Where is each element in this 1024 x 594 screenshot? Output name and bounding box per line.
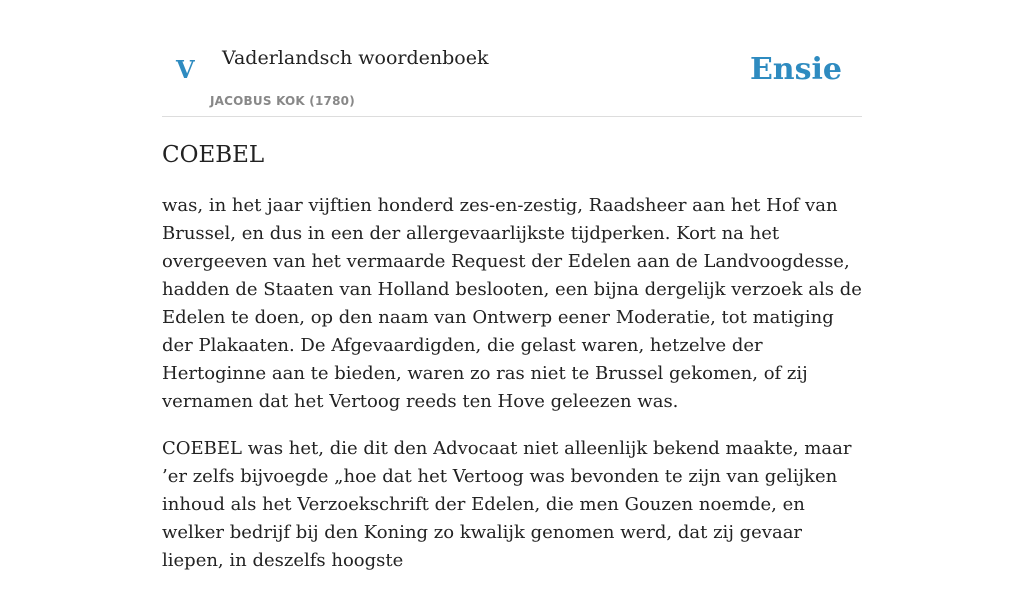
dictionary-header [162,0,862,117]
dictionary-author: JACOBUS KOK (1780) [210,94,355,108]
entry-paragraph: was, in het jaar vijftien honderd zes-en-zestig, Raadsheer aan het Hof van Brussel, en dus in een der allergevaarlijkste tijdperken. Kort na het overgeeven van het vermaarde Request der Edelen aan de Landvoogdesse, hadden de Staaten van Holland beslooten, een bijna dergelijk verzoek als de Edelen te doen, op den naam van Ontwerp eener Moderatie, tot matiging der Plakaaten. De Afgevaardigden, die gelast waren, hetzelve der Hertoginne aan te bieden, waren zo ras niet te Brussel gekomen, of zij vernamen dat het Vertoog reeds ten Hove geleezen was. [162,195,862,412]
ensie-logo[interactable]: Ensie [749,52,842,87]
entry-title: COEBEL [162,142,265,168]
entry-body [162,192,862,594]
letter-index[interactable]: V [176,55,195,84]
entry-paragraph: COEBEL was het, die dit den Advocaat niet alleenlijk bekend maakte, maar ’er zelfs bijvoegde „hoe dat het Vertoog was bevonden te zijn van gelijken inhoud als het Verzoekschrift der Edelen, die men Gouzen noemde, en welker bedrijf bij den Koning zo kwalijk genomen werd, dat zij gevaar liepen, in deszelfs hoogste [162,438,852,571]
dictionary-title[interactable]: Vaderlandsch woordenboek [222,47,489,69]
